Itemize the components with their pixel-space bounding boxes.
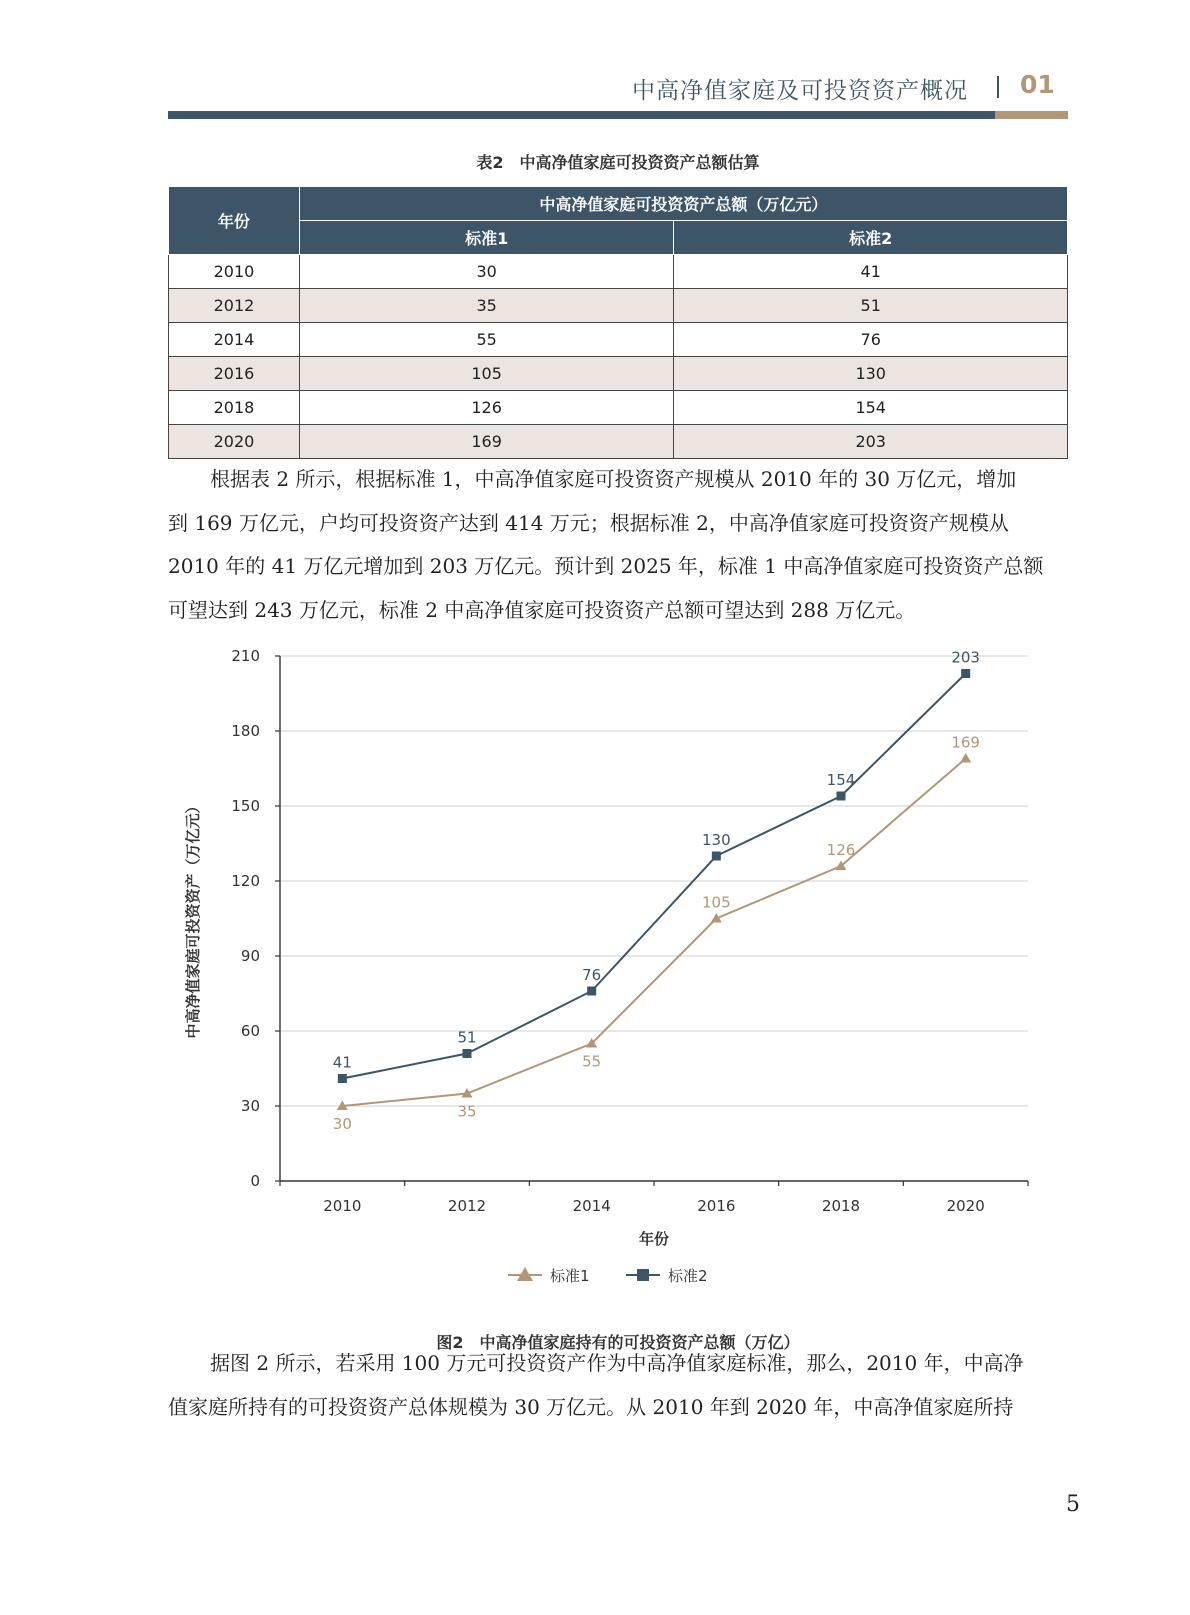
data-label: 55 [582, 1052, 602, 1071]
table-row [169, 289, 1068, 323]
table-row [169, 391, 1068, 425]
y-tick-label: 30 [240, 1097, 260, 1115]
line-chart [168, 650, 1068, 1320]
x-tick-label: 2014 [572, 1197, 611, 1215]
x-tick-label: 2018 [821, 1197, 861, 1215]
cell-year: 2014 [169, 323, 300, 357]
cell-year: 2020 [169, 425, 300, 459]
legend-label: 标准2 [668, 1267, 708, 1285]
table-header-group: 中高净值家庭可投资资产总额（万亿元） [299, 187, 1067, 221]
y-tick-label: 210 [231, 650, 260, 665]
header-rule-gold [995, 111, 1068, 119]
cell-std1: 126 [299, 391, 674, 425]
cell-std2: 41 [674, 255, 1068, 289]
data-point-square [712, 852, 721, 861]
cell-year: 2012 [169, 289, 300, 323]
table-row [169, 425, 1068, 459]
legend-square-icon [637, 1269, 649, 1281]
cell-year: 2018 [169, 391, 300, 425]
y-tick-label: 0 [250, 1172, 260, 1190]
table-row [169, 357, 1068, 391]
cell-year: 2010 [169, 255, 300, 289]
table-row [169, 323, 1068, 357]
y-tick-label: 60 [240, 1022, 260, 1040]
y-tick-label: 90 [240, 947, 260, 965]
cell-std1: 35 [299, 289, 674, 323]
cell-std1: 105 [299, 357, 674, 391]
cell-std1: 169 [299, 425, 674, 459]
cell-std1: 55 [299, 323, 674, 357]
data-label: 203 [951, 650, 980, 667]
cell-std1: 30 [299, 255, 674, 289]
data-point-triangle [960, 753, 971, 763]
y-tick-labels [231, 650, 260, 1190]
data-label: 41 [332, 1053, 352, 1072]
table-caption: 表2 中高净值家庭可投资资产总额估算 [476, 153, 760, 172]
series-line-2 [342, 674, 965, 1079]
asset-table [168, 186, 1068, 459]
cell-year: 2016 [169, 357, 300, 391]
data-label: 76 [582, 966, 602, 984]
header-rule-dark [168, 111, 995, 119]
data-point-square [961, 669, 970, 678]
paragraph-line: 可望达到 243 万亿元，标准 2 中高净值家庭可投资资产总额可望达到 288 万亿元。 [168, 597, 916, 622]
paragraph-line: 值家庭所持有的可投资资产总体规模为 30 万亿元。从 2010 年到 2020 年，中高净值家庭所持 [168, 1394, 1014, 1419]
chart-legend [508, 1267, 708, 1285]
cell-std2: 130 [674, 357, 1068, 391]
cell-std2: 154 [674, 391, 1068, 425]
y-axis-label: 中高净值家庭可投资资产（万亿元） [184, 798, 202, 1039]
cell-std2: 203 [674, 425, 1068, 459]
data-label: 105 [702, 893, 731, 912]
data-label: 30 [332, 1115, 352, 1133]
data-point-square [463, 1049, 472, 1058]
data-label: 130 [702, 831, 731, 849]
series-line-1 [342, 759, 965, 1107]
data-point-square [837, 792, 846, 801]
body-paragraph-2 [168, 1342, 1068, 1429]
table-header-std2: 标准2 [674, 221, 1068, 255]
cell-std2: 76 [674, 323, 1068, 357]
x-tick-label: 2020 [946, 1197, 985, 1215]
data-label: 51 [457, 1028, 477, 1047]
figure-caption: 图2 中高净值家庭持有的可投资资产总额（万亿） [436, 1333, 800, 1352]
x-tick-labels [323, 1197, 985, 1215]
data-label: 169 [951, 733, 980, 752]
legend-label: 标准1 [550, 1267, 590, 1285]
y-tick-label: 180 [231, 722, 260, 740]
data-label: 126 [826, 841, 856, 859]
body-paragraph-1 [168, 458, 1068, 632]
page-number: 5 [1066, 1492, 1080, 1517]
data-point-square [338, 1074, 347, 1083]
chapter-number: 01 [1020, 70, 1055, 99]
data-label: 154 [826, 771, 856, 789]
data-label: 35 [457, 1102, 477, 1121]
paragraph-line: 据图 2 所示，若采用 100 万元可投资资产作为中高净值家庭标准，那么，2010 年，中高净 [210, 1351, 1024, 1375]
table-row [169, 255, 1068, 289]
paragraph-line: 到 169 万亿元，户均可投资资产达到 414 万元；根据标准 2，中高净值家庭可投资资产规模从 [168, 510, 1009, 535]
table-header-std1: 标准1 [299, 221, 674, 255]
y-tick-label: 150 [231, 797, 260, 815]
y-tick-label: 120 [231, 872, 260, 890]
header-separator [997, 76, 999, 98]
x-tick-label: 2010 [323, 1197, 362, 1215]
paragraph-line: 2010 年的 41 万亿元增加到 203 万亿元。预计到 2025 年，标准 1 中高净值家庭可投资资产总额 [168, 554, 1044, 578]
series-layer [333, 650, 980, 1133]
x-axis-label: 年份 [638, 1230, 670, 1248]
x-tick-label: 2016 [697, 1197, 736, 1215]
table-header-year: 年份 [169, 187, 300, 255]
header-title: 中高净值家庭及可投资资产概况 [632, 78, 968, 104]
paragraph-line: 根据表 2 所示，根据标准 1，中高净值家庭可投资资产规模从 2010 年的 30 万亿元，增加 [210, 467, 1017, 491]
cell-std2: 51 [674, 289, 1068, 323]
data-point-square [587, 987, 596, 996]
x-tick-label: 2012 [447, 1197, 487, 1215]
